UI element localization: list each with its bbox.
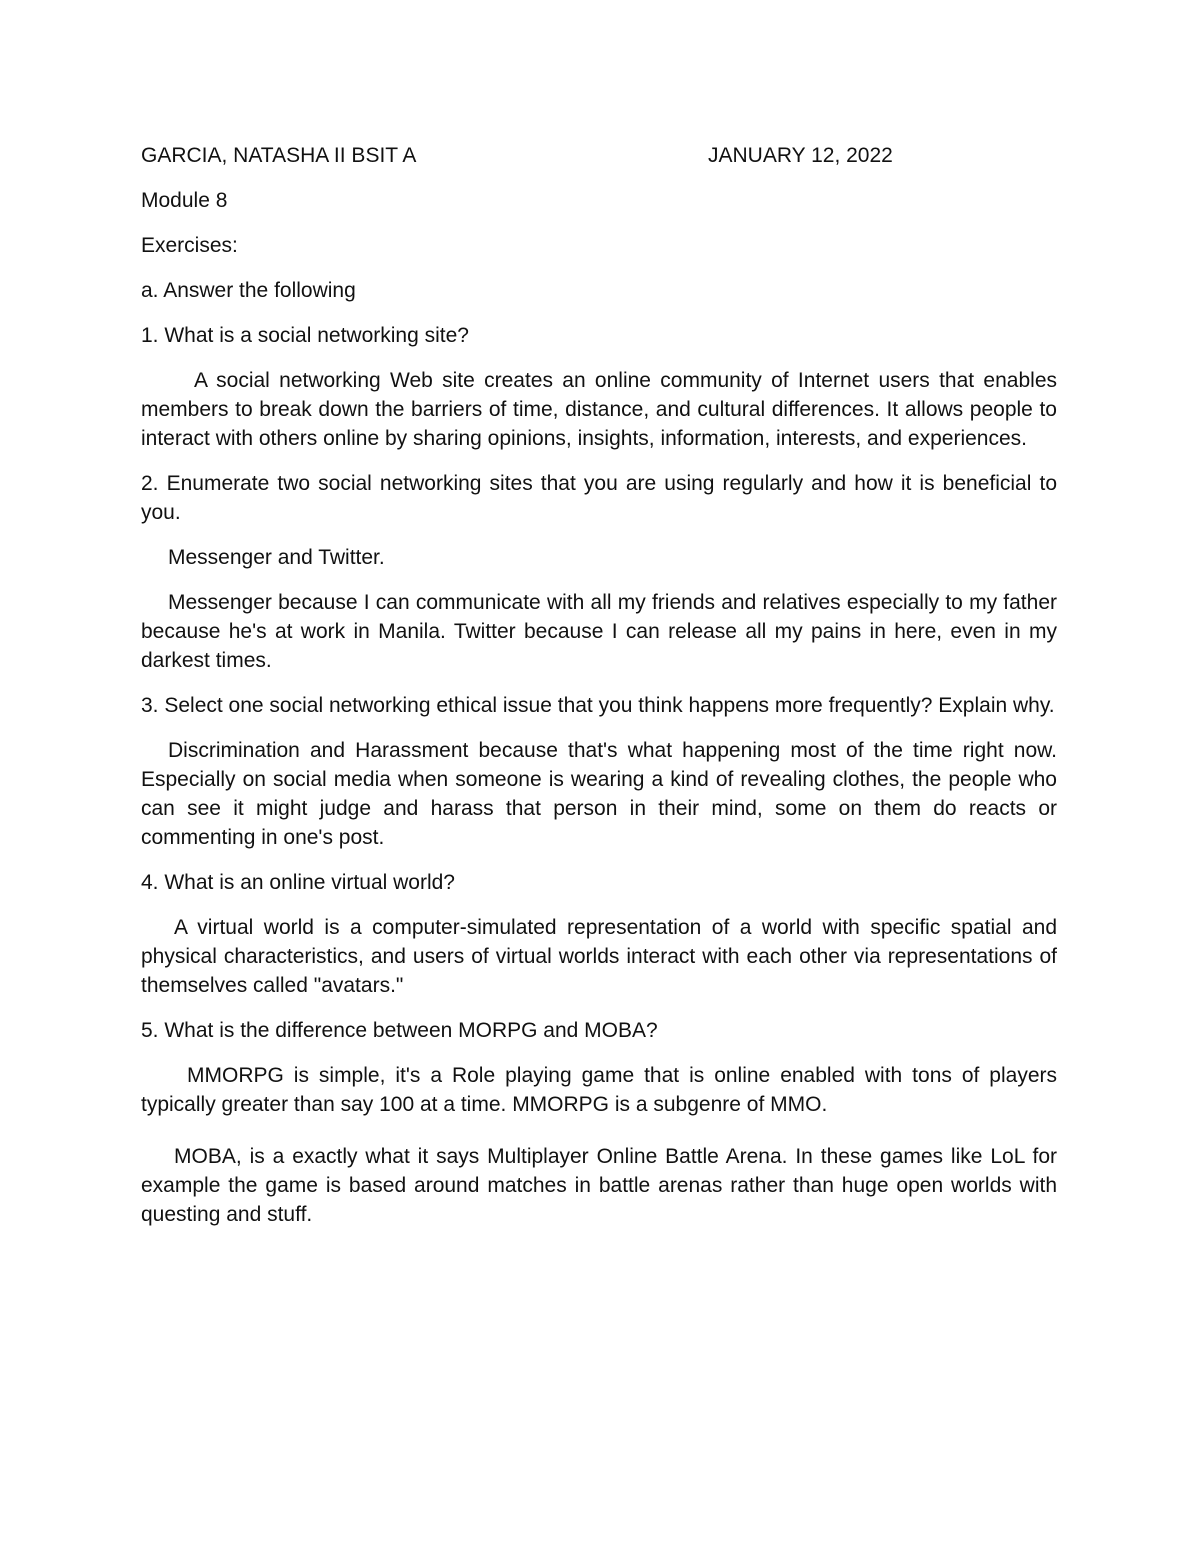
document-header (141, 141, 1057, 170)
document-body (141, 141, 1057, 1245)
question-2: 2. Enumerate two social networking sites that you are using regularly and how it is beneficial to you. (141, 472, 1057, 524)
question-4: 4. What is an online virtual world? (141, 871, 455, 894)
instruction-text: a. Answer the following (141, 279, 356, 302)
answer-3: Discrimination and Harassment because that's what happening most of the time right now. Especially on social media when someone is wearing a kind of revealing clothes, the people who can see it might judge and harass that person in their mind, some on them do reacts or commenting in one's post. (141, 739, 1057, 849)
answer-5-moba: MOBA, is a exactly what it says Multiplayer Online Battle Arena. In these games like LoL for example the game is based around matches in battle arenas rather than huge open worlds with questing and stuff. (141, 1145, 1057, 1226)
module-title: Module 8 (141, 189, 228, 212)
exercises-label: Exercises: (141, 234, 238, 257)
answer-5-mmorpg: MMORPG is simple, it's a Role playing game that is online enabled with tons of players typically greater than say 100 at a time. MMORPG is a subgenre of MMO. (141, 1064, 1057, 1116)
question-5: 5. What is the difference between MORPG and MOBA? (141, 1019, 658, 1042)
question-1: 1. What is a social networking site? (141, 324, 469, 347)
student-name-section: GARCIA, NATASHA II BSIT A (141, 144, 417, 167)
question-3: 3. Select one social networking ethical issue that you think happens more frequently? Explain why. (141, 694, 1055, 717)
answer-2-sites: Messenger and Twitter. (168, 546, 385, 569)
answer-1: A social networking Web site creates an online community of Internet users that enables members to break down the barriers of time, distance, and cultural differences. It allows people to interact with others online by sharing opinions, insights, information, interests, and experiences. (141, 369, 1057, 450)
document-date: JANUARY 12, 2022 (708, 144, 893, 167)
answer-4: A virtual world is a computer-simulated representation of a world with specific spatial and physical characteristics, and users of virtual worlds interact with each other via representations of themselves called "avatars." (141, 916, 1057, 997)
answer-2-explanation: Messenger because I can communicate with all my friends and relatives especially to my father because he's at work in Manila. Twitter because I can release all my pains in here, even in my darkest times. (141, 591, 1057, 672)
